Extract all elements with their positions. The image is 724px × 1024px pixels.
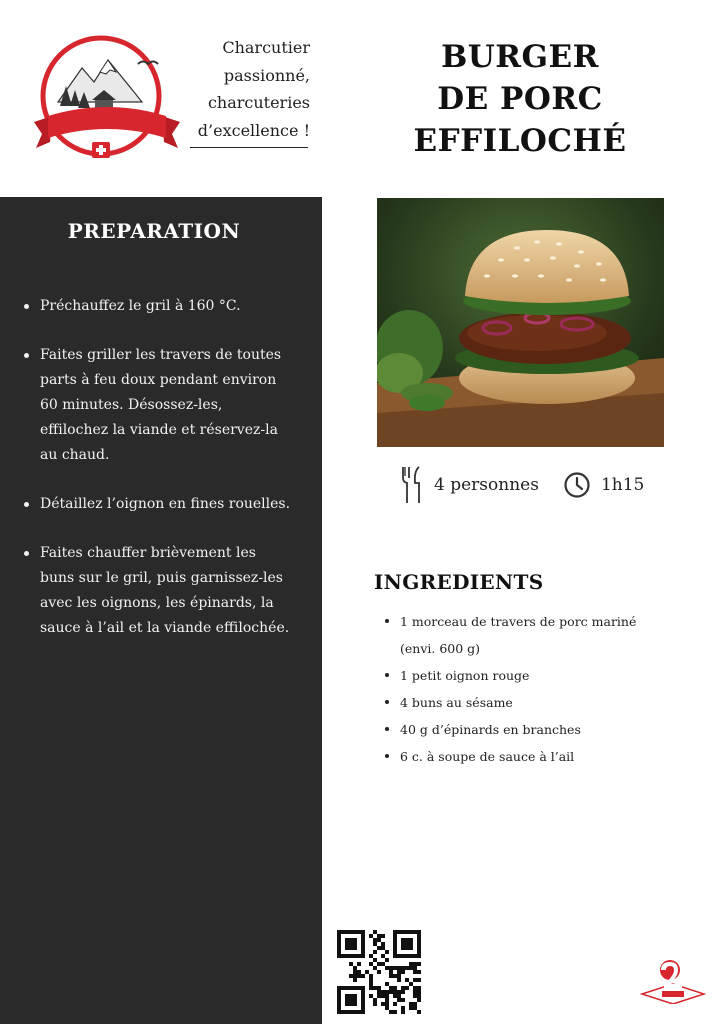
preparation-step: Faites chauffer brièvement les buns sur le gril, puis garnissez-les avec les oignons, les épinards, la sauce à l’ail et la viande effilochée. bbox=[22, 541, 292, 641]
tagline-divider bbox=[190, 147, 308, 148]
tagline-line: charcuteries bbox=[207, 93, 310, 112]
ingredient-text: 6 c. à soupe de sauce à l’ail bbox=[400, 749, 575, 764]
preparation-step: Préchauffez le gril à 160 °C. bbox=[22, 294, 292, 319]
preparation-panel bbox=[0, 197, 322, 1024]
ingredients-list bbox=[384, 608, 684, 770]
preparation-steps bbox=[22, 294, 292, 665]
maitre-artisan-logo bbox=[640, 958, 706, 1004]
time-text: 1h15 bbox=[600, 475, 645, 495]
preparation-step: Faites griller les travers de toutes parts à feu doux pendant environ 60 minutes. Désossez-les, effilochez la viande et réservez-la au chaud. bbox=[22, 343, 292, 468]
ingredient-text: 40 g d’épinards en branches bbox=[400, 722, 581, 737]
title-line: DE PORC bbox=[437, 81, 603, 117]
brand-tagline bbox=[190, 34, 310, 144]
ingredient-text: 1 morceau de travers de porc mariné bbox=[400, 614, 637, 629]
preparation-step: Détaillez l’oignon en fines rouelles. bbox=[22, 492, 292, 517]
recipe-meta bbox=[400, 465, 644, 505]
ingredient-item bbox=[384, 689, 684, 716]
clock-icon bbox=[563, 471, 591, 499]
servings-text: 4 personnes bbox=[434, 475, 539, 495]
ingredient-item bbox=[384, 608, 684, 662]
title-line: BURGER bbox=[441, 39, 599, 75]
brand-logo bbox=[30, 30, 190, 170]
qr-code[interactable] bbox=[337, 930, 421, 1014]
ingredient-item bbox=[384, 743, 684, 770]
tagline-line: d’excellence ! bbox=[197, 120, 310, 140]
ingredient-text: 1 petit oignon rouge bbox=[400, 668, 530, 683]
title-line: EFFILOCHÉ bbox=[413, 123, 627, 159]
ingredient-text: (envi. 600 g) bbox=[400, 641, 481, 656]
burger-photo bbox=[377, 198, 664, 447]
ingredient-text: 4 buns au sésame bbox=[400, 695, 513, 710]
tagline-line: passionné, bbox=[223, 65, 310, 85]
preparation-heading: PREPARATION bbox=[67, 219, 241, 243]
ingredient-item bbox=[384, 662, 684, 689]
ingredient-item bbox=[384, 716, 684, 743]
recipe-title bbox=[370, 36, 670, 162]
fork-knife-icon bbox=[400, 465, 424, 505]
ingredients-heading: INGREDIENTS bbox=[374, 570, 544, 594]
tagline-line: Charcutier bbox=[222, 38, 310, 57]
